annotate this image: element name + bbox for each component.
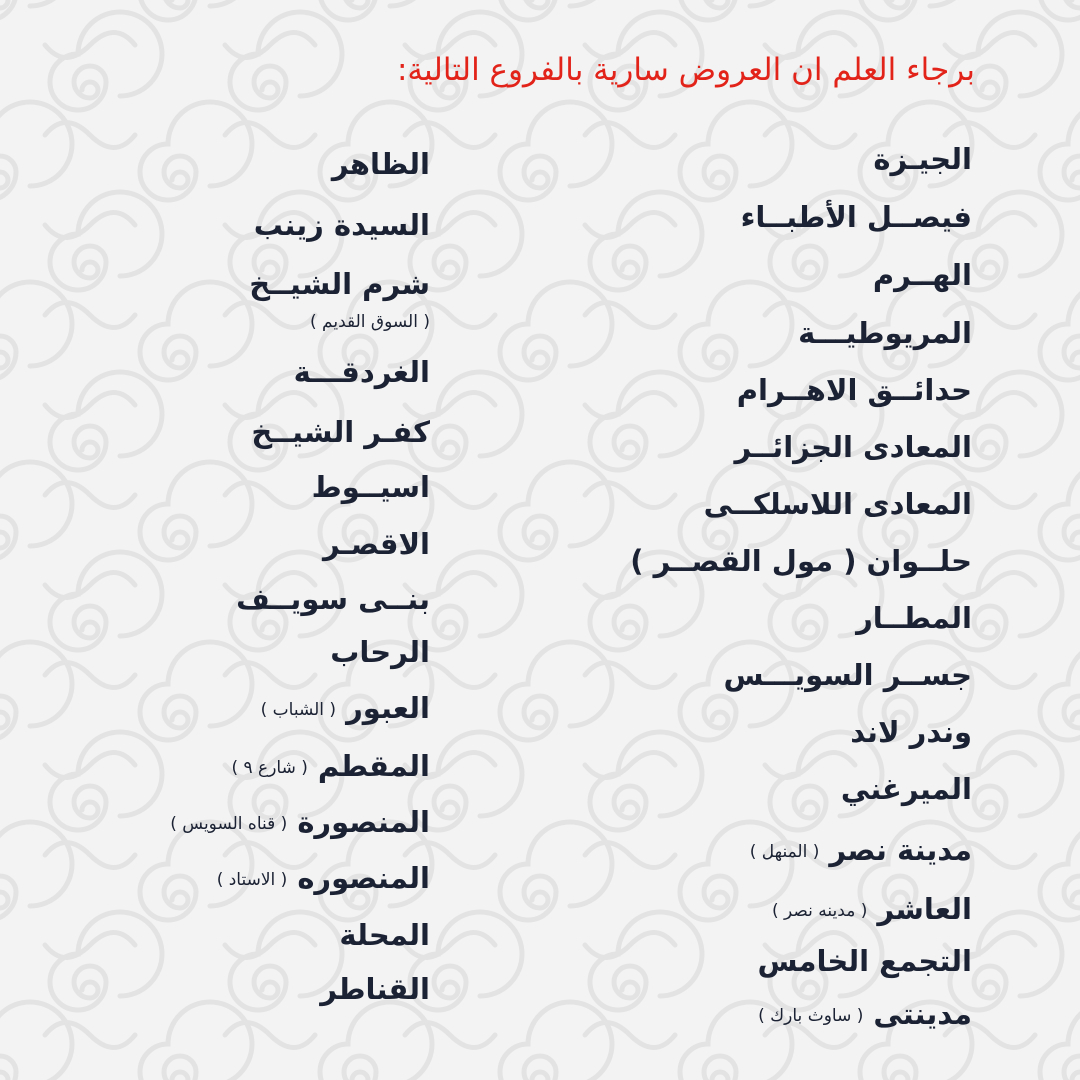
branch-name: المقطم: [317, 749, 430, 783]
branch-name: وندر لاند: [850, 715, 972, 749]
branch-name: المطــار: [856, 601, 972, 635]
branch-name: كفـر الشيــخ: [251, 415, 430, 449]
branch-item: [734, 430, 972, 464]
branch-name: العاشر: [877, 892, 972, 926]
branch-name: مدينتى: [873, 997, 972, 1031]
branch-item: [703, 487, 972, 521]
branch-name: المنصورة: [297, 805, 430, 839]
branch-item: [740, 200, 972, 234]
branch-note: ( مدينه نصر ): [772, 900, 868, 921]
branch-item: [798, 316, 972, 350]
branch-item: [757, 944, 972, 978]
branch-name: الغردقـــة: [293, 355, 430, 389]
branch-subnote: ( السوق القديم ): [310, 312, 430, 332]
branch-name: العبور: [346, 691, 430, 725]
branch-name: القناطر: [320, 972, 430, 1006]
branch-name: الرحاب: [330, 635, 430, 669]
branch-note: ( الاستاد ): [216, 869, 288, 890]
branch-name: بنــى سويــف: [236, 582, 430, 616]
branch-item: [320, 972, 430, 1006]
branch-note: ( قناه السويس ): [170, 813, 288, 834]
branch-item: [251, 415, 430, 449]
branch-item: [331, 147, 430, 181]
branch-name: السيدة زينب: [253, 208, 430, 242]
branch-item: [736, 373, 972, 407]
branch-item: [772, 892, 972, 926]
branch-item: [723, 658, 972, 692]
branch-name: شرم الشيــخ: [249, 267, 430, 301]
branch-name: المعادى اللاسلكــى: [703, 487, 972, 521]
branch-name: المعادى الجزائــر: [734, 430, 972, 464]
page-title: برجاء العلم ان العروض سارية بالفروع التالية:: [396, 52, 975, 88]
branch-name: الاقصـر: [322, 527, 430, 561]
branch-name: الجيـزة: [873, 142, 972, 176]
branch-item: [293, 355, 430, 389]
branch-name: المحلة: [339, 918, 430, 952]
branch-item: [873, 142, 972, 176]
branch-note: ( شارع ٩ ): [231, 757, 308, 778]
branch-item: [216, 861, 430, 895]
branch-name: فيصــل الأطبــاء: [740, 200, 972, 234]
branch-name: الظاهر: [331, 147, 430, 181]
branch-name: الميرغني: [840, 772, 972, 806]
branch-item: [856, 601, 972, 635]
branch-name: جســر السويـــس: [723, 658, 972, 692]
branch-item: [850, 715, 972, 749]
branch-note: ( ساوث بارك ): [758, 1005, 864, 1026]
branch-item: [231, 749, 430, 783]
branch-item: [322, 527, 430, 561]
branch-item: [170, 805, 430, 839]
branch-item: [253, 208, 430, 242]
branch-name: حلــوان ( مول القصــر ): [630, 544, 972, 578]
branch-name: التجمع الخامس: [757, 944, 972, 978]
branch-name: المريوطيـــة: [798, 316, 972, 350]
branch-item: [749, 833, 972, 867]
branch-name: اسيــوط: [311, 470, 430, 504]
branch-item: [260, 691, 430, 725]
branch-name: حدائــق الاهــرام: [736, 373, 972, 407]
branch-item: [339, 918, 430, 952]
branch-note: ( المنهل ): [749, 841, 820, 862]
branch-item: [236, 582, 430, 616]
branch-note: ( الشباب ): [260, 699, 337, 720]
branch-item: [630, 544, 972, 578]
branch-item: [872, 258, 972, 292]
branch-item: [249, 267, 430, 301]
branch-name: الهــرم: [872, 258, 972, 292]
branch-item: [840, 772, 972, 806]
branch-item: [330, 635, 430, 669]
branch-item: [311, 470, 430, 504]
branch-name: المنصوره: [297, 861, 430, 895]
branch-item: [758, 997, 972, 1031]
branch-name: مدينة نصر: [829, 833, 972, 867]
